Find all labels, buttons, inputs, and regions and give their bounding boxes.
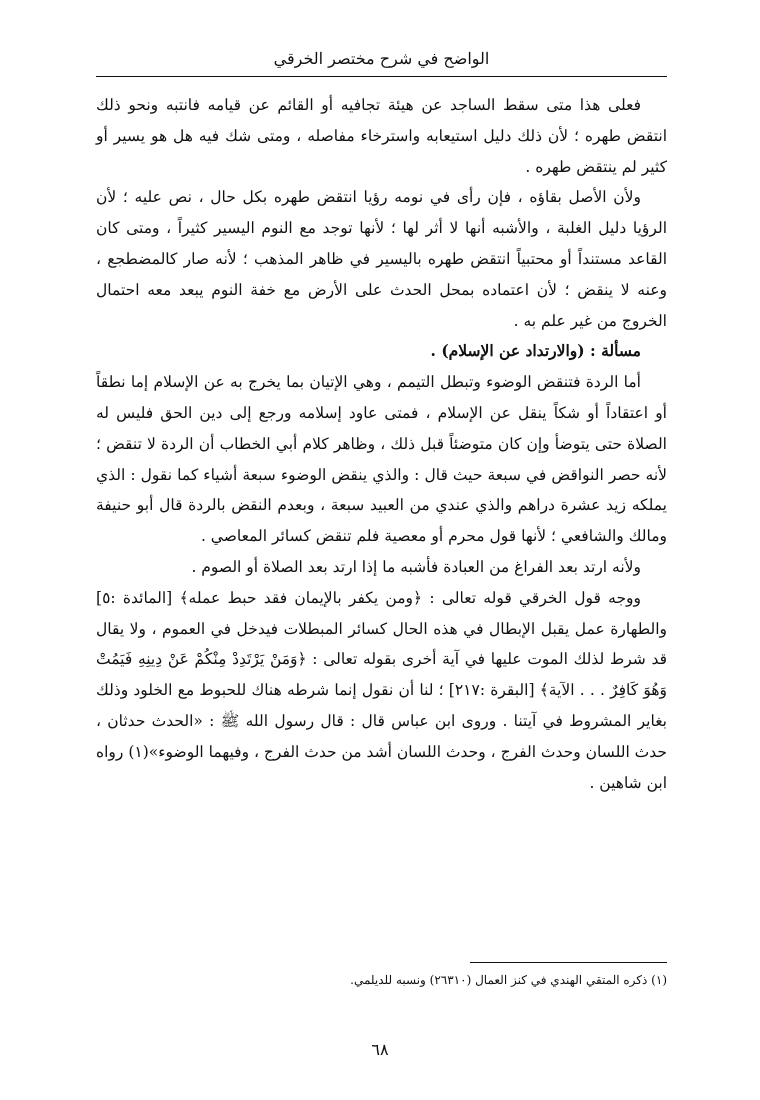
footnote: (١) ذكره المتقي الهندي في كنز العمال (٢٦٣١٠) ونسبه للديلمي.	[350, 973, 667, 987]
paragraph-2: ولأن الأصل بقاؤه ، فإن رأى في نومه رؤيا انتقض طهره بكل حال ، نص عليه ؛ لأن الرؤيا دليل الغلبة ، والأشبه أنها لا أثر لها ؛ لأنها توجد مع النوم اليسير كثيراً ، ومتى كان القاعد مستنداً أو محتبياً انتقض طهره باليسير في ظاهر المذهب ؛ لأنه صار كالمضطجع ، وعنه لا ينقض ؛ لأن اعتماده بمحل الحدث على الأرض مع خفة النوم يبعد معه احتمال الخروج من غير علم به .	[96, 188, 667, 330]
masala-heading: مسألة : (والارتداد عن الإسلام) .	[430, 341, 641, 361]
header-divider	[96, 76, 667, 77]
page-number: ٦٨	[371, 1040, 389, 1059]
paragraph-3: أما الردة فتنقض الوضوء وتبطل التيمم ، وهي الإتيان بما يخرج به عن الإسلام إما نطقاً أو اعتقاداً أو شكاً ينقل عن الإسلام ، فمتى عاود إسلامه ورجع إلى دين الحق فليس له الصلاة حتى يتوضأ وإن كان متوضئاً قبل ذلك ، وظاهر كلام أبي الخطاب أن الردة لا تنقض ؛ لأنه حصر النواقض في سبعة حيث قال : والذي ينقض الوضوء سبعة أشياء كما نقول : الذي يملكه زيد عشرة دراهم والذي عندي من العبيد سبعة ، وبعدم النقض بالردة قال أبو حنيفة ومالك والشافعي ؛ لأنها قول محرم أو معصية فلم تنقض كسائر المعاصي .	[96, 373, 667, 546]
paragraph-4: ولأنه ارتد بعد الفراغ من العبادة فأشبه ما إذا ارتد بعد الصلاة أو الصوم .	[191, 557, 641, 576]
running-header: الواضح في شرح مختصر الخرقي	[273, 49, 490, 68]
footnote-divider	[470, 962, 667, 963]
paragraph-5: ووجه قول الخرقي قوله تعالى : ﴿ومن يكفر بالإيمان فقد حبط عمله﴾ [المائدة :٥] والطهارة عمل يقبل الإبطال في هذه الحال كسائر المبطلات فيدخل في العموم ، ولا يقال قد شرط لذلك الموت عليها في آية أخرى بقوله تعالى : ﴿وَمَنْ يَرْتَدِدْ مِنْكُمْ عَنْ دِينِهِ فَيَمُتْ وَهُوَ كَافِرٌ . . . الآية﴾ [البقرة :٢١٧] ؛ لنا أن نقول إنما شرطه هناك للحبوط مع الخلود وذلك بغاير المشروط في آيتنا . وروى ابن عباس قال : قال رسول الله ﷺ : «الحدث حدثان ، حدث اللسان وحدث الفرج ، وحدث اللسان أشد من حدث الفرج ، وفيهما الوضوء»(١) رواه ابن شاهين .	[96, 588, 667, 792]
paragraph-1: فعلى هذا متى سقط الساجد عن هيئة تجافيه أو القائم عن قيامه فانتبه ونحو ذلك انتقض طهره ؛ لأن ذلك دليل استيعابه واسترخاء مفاصله ، ومتى شك فيه هل هو يسير أو كثير لم ينتقض طهره .	[96, 96, 667, 176]
main-text	[96, 90, 667, 798]
